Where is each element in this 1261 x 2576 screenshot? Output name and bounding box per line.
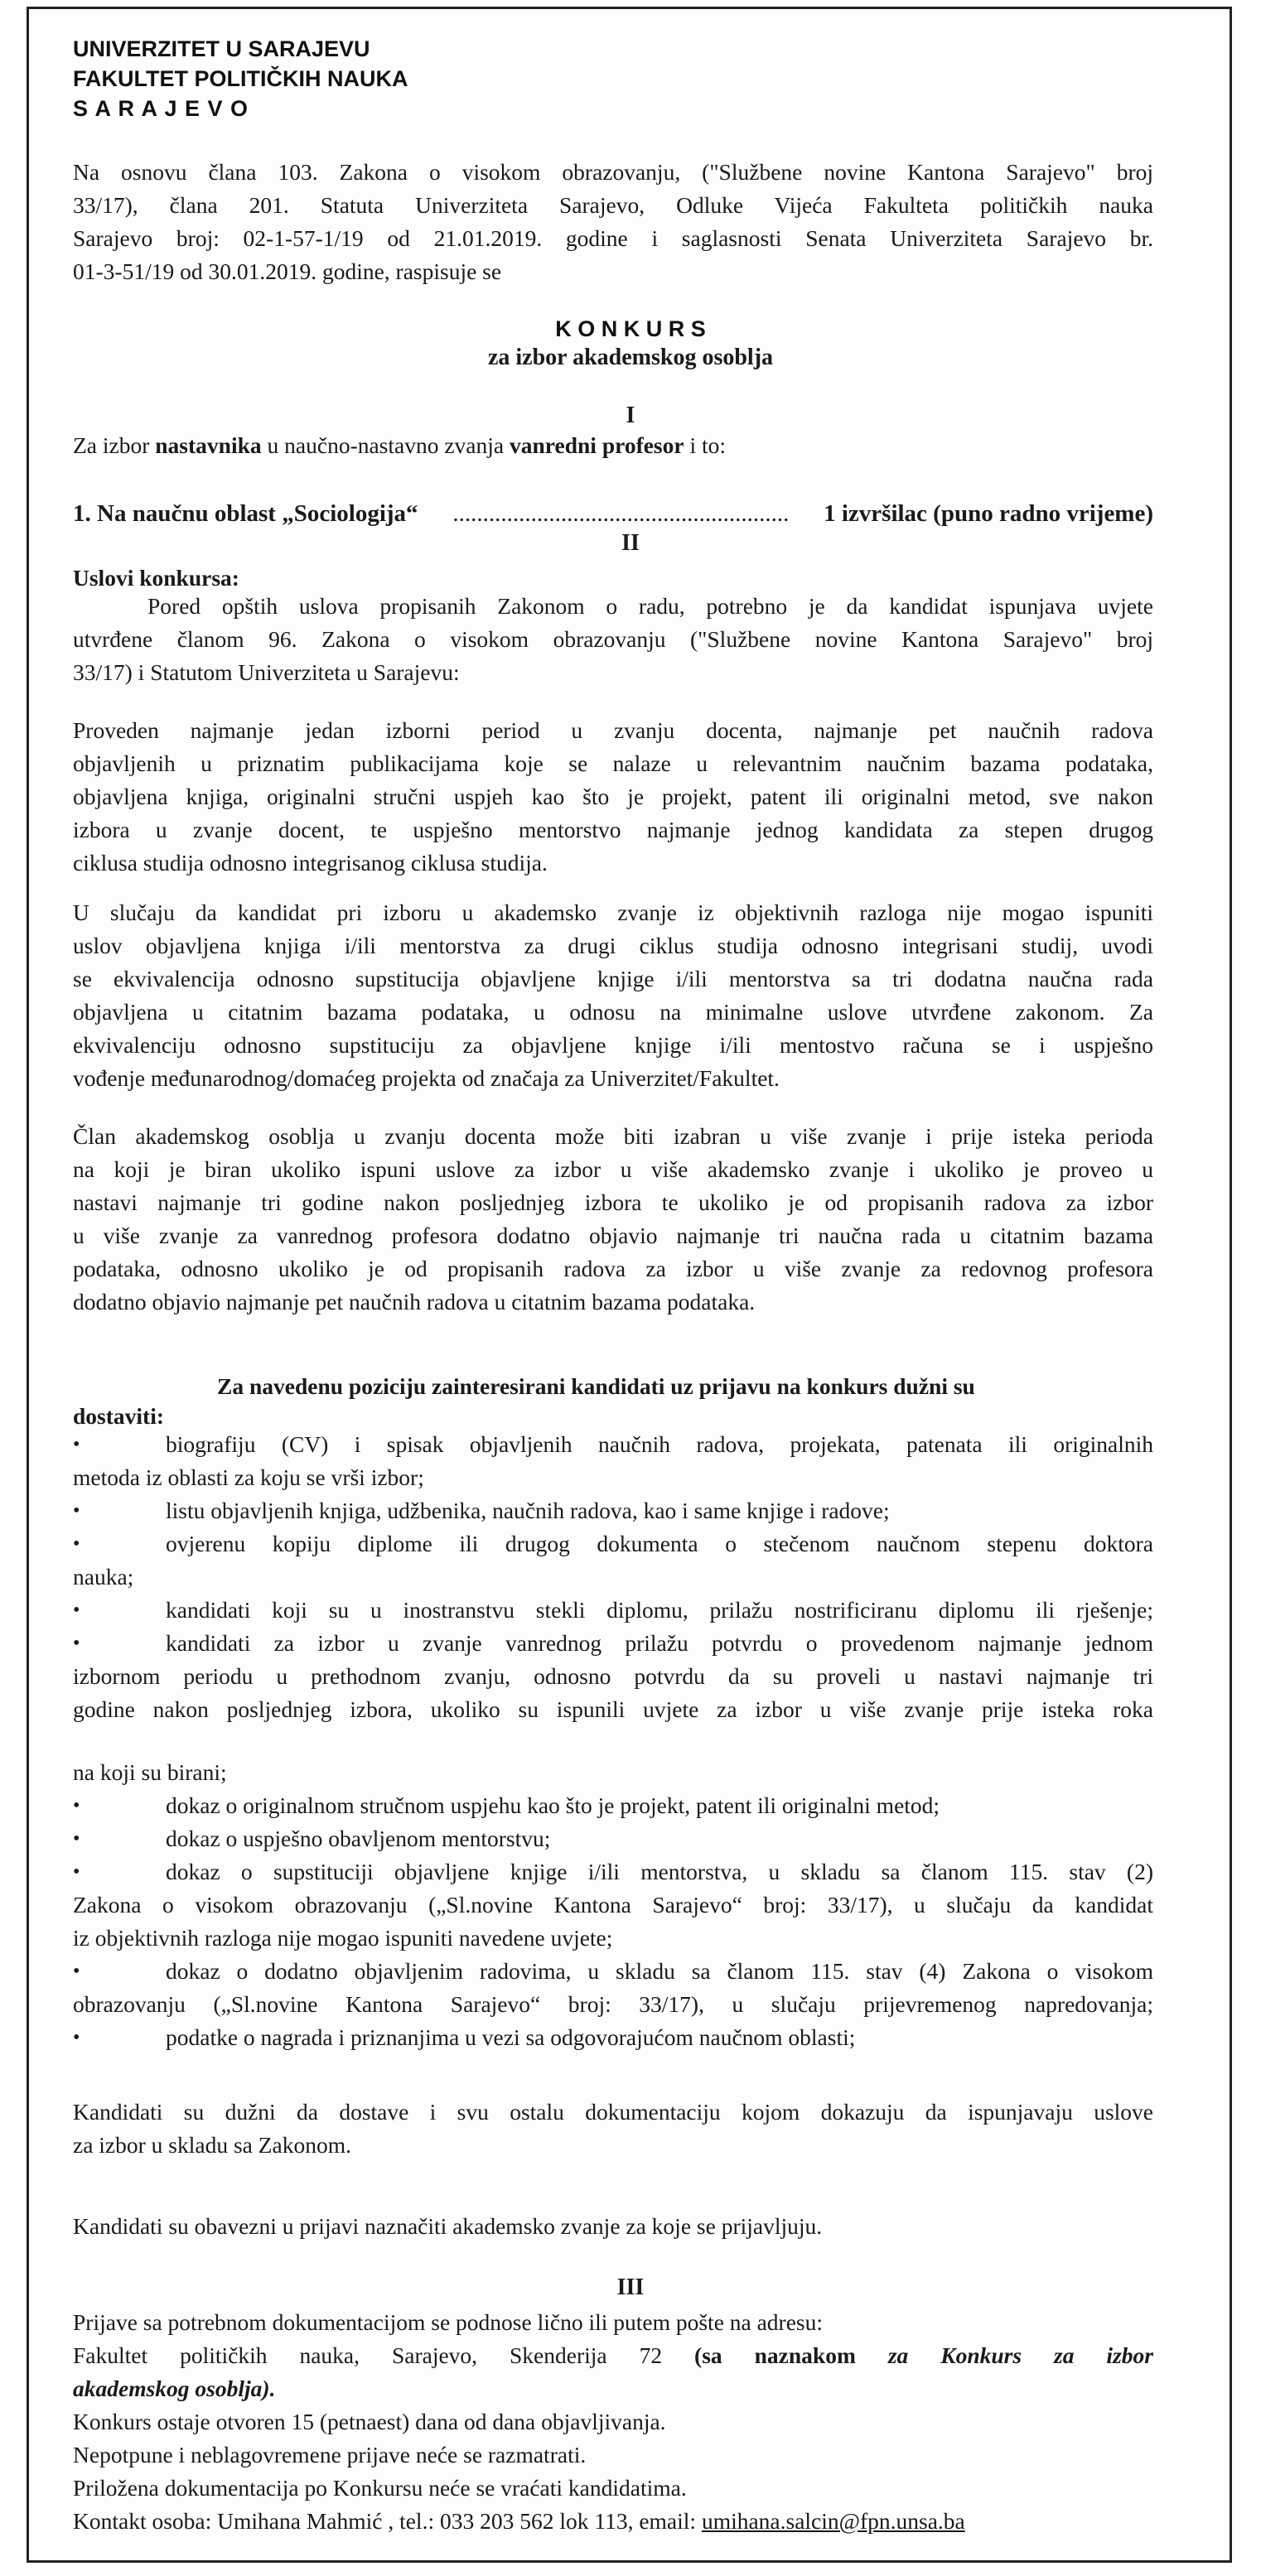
list-item-text: dokaz o uspješno obavljenom mentorstvu; — [166, 1826, 551, 1851]
closing-paragraph-2: Kandidati su obavezni u prijavi naznačiti akademsko zvanje za koje se prijavljuju. — [73, 2213, 823, 2239]
university-name: UNIVERZITET U SARAJEVU — [73, 36, 370, 61]
list-item-text: metoda iz oblasti za koju se vrši izbor; — [73, 1464, 424, 1490]
notice-line: Nepotpune i neblagovremene prijave neće se razmatrati. — [73, 2442, 587, 2467]
paragraph-line: Proveden najmanje jedan izborni period u zvanju docenta, najmanje pet naučnih radova — [73, 717, 1153, 743]
bullet-icon: • — [73, 1599, 80, 1621]
list-item — [73, 1594, 1153, 1627]
list-item — [73, 1428, 1153, 1461]
list-item — [73, 1494, 1153, 1527]
paragraph-line: U slučaju da kandidat pri izboru u akademsko zvanje iz objektivnih razloga nije mogao ispuniti — [73, 900, 1153, 925]
paragraph-requirements — [73, 714, 1153, 880]
documents-list — [73, 1428, 1153, 1726]
list-item-text: izbornom periodu u prethodnom zvanju, odnosno potvrdu da su proveli u nastavi najmanje tri — [73, 1663, 1153, 1689]
paragraph-line: objavljena knjiga, originalni stručni uspjeh kao što je projekt, patent ili originalni metod, sve nakon — [73, 784, 1153, 809]
paragraph-line: nastavi najmanje tri godine nakon posljednjeg izbora te ukoliko je od propisanih radova za izbor — [73, 1189, 1153, 1215]
paragraph-line: objavljena u citatnim bazama podataka, u odnosu na minimalne uslove utvrđene zakonom. Za — [73, 999, 1153, 1025]
section1-intro-line — [73, 429, 726, 462]
section-numeral-1: I — [626, 403, 635, 428]
rank-vanredni-profesor: vanredni profesor — [510, 432, 684, 458]
paragraph-line: se ekvivalencija odnosno supstitucija objavljene knjige i/ili mentorstva sa tri dodatna naučna rada — [73, 966, 1153, 991]
intro-paragraph — [73, 156, 1153, 288]
paragraph-line: vođenje međunarodnog/domaćeg projekta od značaja za Univerzitet/Fakultet. — [73, 1065, 780, 1091]
paragraph-line: izbora u zvanje docent, te uspješno mentorstvo najmanje jednog kandidata za stepen drugog — [73, 817, 1153, 842]
position-dots: ........................................................ — [452, 500, 790, 527]
list-item-text: kandidati za izbor u zvanje vanrednog prilažu potvrdu o provedenom najmanje jednom — [166, 1630, 1153, 1656]
paragraph-line: Član akademskog osoblja u zvanju docenta može biti izabran u više zvanje i prije isteka perioda — [73, 1123, 1153, 1149]
bullet-icon: • — [73, 1434, 80, 1455]
text-span: u naučno-nastavno zvanja — [261, 432, 510, 458]
paragraph-line: na koji je biran ukoliko ispuni uslove za izbor u više akademsko zvanje i ukoliko je proveo u — [73, 1156, 1153, 1182]
position-label: 1. Na naučnu oblast „Sociologija“ — [73, 500, 418, 527]
position-count: 1 izvršilac (puno radno vrijeme) — [824, 500, 1153, 527]
list-item-text: ovjerenu kopiju diplome ili drugog dokumenta o stečenom naučnom stepenu doktora — [166, 1531, 1153, 1556]
intro-line: Na osnovu člana 103. Zakona o visokom obrazovanju, ("Službene novine Kantona Sarajevo" broj — [73, 159, 1153, 185]
list-item — [73, 1527, 1153, 1561]
role-nastavnik: nastavnika — [155, 432, 262, 458]
paragraph-line: u više zvanje za vanrednog profesora dodatno objavio najmanje tri naučna rada u citatnim bazama — [73, 1223, 1153, 1248]
address-text: Fakultet političkih nauka, Sarajevo, Skenderija 72 — [73, 2342, 695, 2368]
bullet-icon: • — [73, 1633, 80, 1654]
submission-line: Prijave sa potrebnom dokumentacijom se podnose lično ili putem pošte na adresu: — [73, 2309, 824, 2335]
paragraph-line: objavljenih u priznatim publikacijama koje se nalaze u relevantnim naučnim bazama podataka, — [73, 750, 1153, 776]
conditions-intro — [73, 590, 1153, 689]
section-numeral-2: II — [621, 530, 640, 556]
bullet-icon: • — [73, 1828, 80, 1850]
list-item-text: dokaz o originalnom stručnom uspjehu kao što je projekt, patent ili originalni metod; — [166, 1792, 940, 1818]
list-item-text: podatke o nagrada i priznanjima u vezi sa odgovorajućom naučnom oblasti; — [166, 2024, 856, 2050]
section-numeral-3: III — [616, 2275, 645, 2300]
text-span: i to: — [684, 432, 727, 458]
deadline-line: Konkurs ostaje otvoren 15 (petnaest) dana od dana objavljivanja. — [73, 2409, 666, 2434]
bullet-icon: • — [73, 1961, 80, 1982]
documents-list-cont — [73, 1756, 1153, 2054]
conditions-line: utvrđene članom 96. Zakona o visokom obrazovanju ("Službene novine Kantona Sarajevo" broj — [73, 626, 1153, 652]
bullet-icon: • — [73, 1500, 80, 1522]
paragraph-line: ekvivalenciju odnosno supstituciju za objavljene knjige i/ili mentostvo računa se i uspješno — [73, 1032, 1153, 1058]
address-note-cont: akademskog osoblja). — [73, 2376, 276, 2401]
faculty-name: FAKULTET POLITIČKIH NAUKA — [73, 66, 408, 91]
conditions-line: 33/17) i Statutom Univerziteta u Sarajevu: — [73, 659, 460, 685]
list-item-text: biografiju (CV) i spisak objavljenih naučnih radova, projekata, patenata ili originalnih — [166, 1431, 1153, 1457]
list-item — [73, 1789, 1153, 1822]
list-item-text: obrazovanju („Sl.novine Kantona Sarajevo“ broj: 33/17), u slučaju prijevremenog napredovanja; — [73, 1991, 1153, 2017]
paragraph-line: za izbor u skladu sa Zakonom. — [73, 2132, 352, 2158]
documents-heading-cont: dostaviti: — [73, 1403, 164, 1429]
paragraph-line: ciklusa studija odnosno integrisanog ciklusa studija. — [73, 850, 548, 876]
text-span: Za izbor — [73, 432, 156, 458]
list-item-text: iz objektivnih razloga nije mogao ispuniti navedene uvjete; — [73, 1925, 613, 1951]
list-item-text: Zakona o visokom obrazovanju („Sl.novine Kantona Sarajevo“ broj: 33/17), u slučaju da kandidat — [73, 1892, 1153, 1918]
paragraph-equivalence — [73, 896, 1153, 1095]
contact-text: Kontakt osoba: Umihana Mahmić , tel.: 033 203 562 lok 113, email: — [73, 2508, 702, 2534]
position-line — [73, 497, 1153, 530]
address-note: za Konkurs za izbor — [887, 2342, 1153, 2368]
paragraph-line: dodatno objavio najmanje pet naučnih radova u citatnim bazama podataka. — [73, 1289, 756, 1315]
bullet-icon: • — [73, 2027, 80, 2048]
bullet-icon: • — [73, 1861, 80, 1883]
conditions-line: Pored opštih uslova propisanih Zakonom o radu, potrebno je da kandidat ispunjava uvjete — [147, 593, 1153, 619]
documents-heading: Za navedenu poziciju zainteresirani kandidati uz prijavu na konkurs dužni su — [217, 1373, 975, 1399]
notice-line: Priložena dokumentacija po Konkursu neće se vraćati kandidatima. — [73, 2475, 687, 2501]
submission-info — [73, 2306, 1153, 2538]
bullet-icon: • — [73, 1533, 80, 1555]
document-subtitle: za izbor akademskog osoblja — [487, 345, 774, 370]
list-item-text: nauka; — [73, 1564, 134, 1589]
address-line — [73, 2339, 1153, 2372]
closing-paragraph-1 — [73, 2096, 1153, 2162]
list-item-text: kandidati koji su u inostranstvu stekli diplomu, prilažu nostrificiranu diplomu ili rješenje; — [166, 1597, 1153, 1623]
conditions-label: Uslovi konkursa: — [73, 565, 239, 591]
city-name: S A R A J E V O — [73, 96, 249, 121]
list-item — [73, 1855, 1153, 1889]
intro-line: Sarajevo broj: 02-1-57-1/19 od 21.01.2019. godine i saglasnosti Senata Univerziteta Sarajevo br. — [73, 225, 1153, 251]
list-item-text: dokaz o dodatno objavljenim radovima, u skladu sa članom 115. stav (4) Zakona o visokom — [166, 1958, 1153, 1984]
list-item-text: godine nakon posljednjeg izbora, ukoliko su ispunili uvjete za izbor u više zvanje prije isteka roka — [73, 1696, 1153, 1722]
contact-line — [73, 2505, 1153, 2538]
address-note: (sa naznakom — [694, 2342, 888, 2368]
contact-email-link[interactable]: umihana.salcin@fpn.unsa.ba — [701, 2508, 965, 2534]
list-item — [73, 2021, 1153, 2054]
paragraph-line: Kandidati su dužni da dostave i svu ostalu dokumentaciju kojom dokazuju da ispunjavaju uslove — [73, 2099, 1153, 2125]
paragraph-line: uslov objavljena knjiga i/ili mentorstva za drugi ciklus studija odnosno integrisani studij, uvodi — [73, 933, 1153, 958]
list-item — [73, 1627, 1153, 1660]
list-item-text: listu objavljenih knjiga, udžbenika, naučnih radova, kao i same knjige i radove; — [166, 1498, 890, 1523]
intro-line: 01-3-51/19 od 30.01.2019. godine, raspisuje se — [73, 258, 502, 284]
list-item-text: na koji su birani; — [73, 1759, 227, 1785]
document-title: K O N K U R S — [555, 316, 706, 341]
list-item-text: dokaz o supstituciji objavljene knjige i/ili mentorstva, u skladu sa članom 115. stav (2) — [166, 1859, 1153, 1884]
paragraph-early-promotion — [73, 1120, 1153, 1319]
list-item — [73, 1822, 1153, 1855]
paragraph-line: podataka, odnosno ukoliko je od propisanih radova za izbor u više zvanje za redovnog profesora — [73, 1256, 1153, 1281]
intro-line: 33/17), člana 201. Statuta Univerziteta Sarajevo, Odluke Vijeća Fakulteta političkih nauka — [73, 192, 1153, 218]
list-item — [73, 1955, 1153, 1988]
bullet-icon: • — [73, 1795, 80, 1816]
